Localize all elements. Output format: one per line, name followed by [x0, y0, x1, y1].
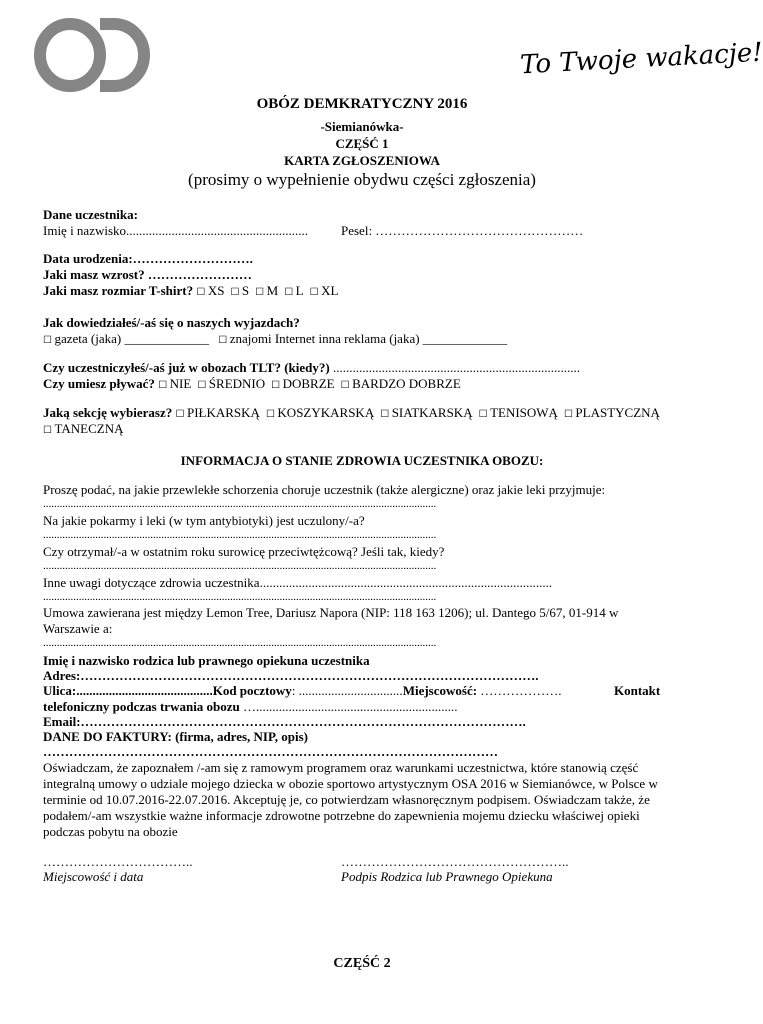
- health-q2: Na jakie pokarmy i leki (w tym antybiotyki) jest uczulony/-a?: [43, 513, 365, 528]
- swim-question: Czy umiesz pływać?: [43, 376, 155, 391]
- city-field[interactable]: ……………….: [477, 683, 562, 698]
- logo-icon: [30, 14, 154, 96]
- tshirt-question: Jaki masz rozmiar T-shirt?: [43, 283, 194, 298]
- birth-field[interactable]: Data urodzenia:……………………….: [43, 251, 253, 266]
- section-option[interactable]: ☐ PLASTYCZNĄ: [564, 405, 660, 420]
- health-q4[interactable]: Inne uwagi dotyczące zdrowia uczestnika..........................................................................................: [43, 575, 553, 590]
- contact-label-1: Kontakt: [614, 683, 661, 698]
- section-option[interactable]: ☐ TANECZNĄ: [43, 421, 123, 436]
- declaration-line: podczas pobytu na obozie: [43, 824, 178, 839]
- tlt-question: Czy uczestniczyłeś/-aś już w obozach TLT? (kiedy?): [43, 360, 330, 375]
- contact-label-2: telefoniczny podczas trwania obozu: [43, 699, 240, 714]
- height-field[interactable]: Jaki masz wzrost? ……………………: [43, 267, 252, 282]
- source-row: [43, 331, 513, 347]
- parent-name-label: Imię i nazwisko rodzica lub prawnego opiekuna uczestnika: [43, 653, 370, 668]
- tlt-field[interactable]: ............................................................................: [329, 360, 580, 375]
- invoice-label: DANE DO FAKTURY: (firma, adres, NIP, opis): [43, 729, 308, 744]
- contract-field[interactable]: ...............................................................................................................................................: [43, 637, 437, 649]
- participant-section: Dane uczestnika:: [43, 207, 138, 222]
- contact-row: [43, 699, 458, 715]
- health-a4[interactable]: ...............................................................................................................................................: [43, 591, 437, 603]
- section-row: [43, 405, 666, 421]
- email-field[interactable]: Email:………………………………………………………………………………………….: [43, 714, 526, 729]
- place-date-label: Miejscowość i data: [43, 869, 144, 884]
- declaration-line: podałem/-am wszystkie ważne informacje zdrowotne potrzebne do zapewnienia mojemu dziecku właściwej opieki: [43, 808, 640, 823]
- section-row-2: [43, 421, 129, 437]
- tshirt-option[interactable]: ☐ XS: [196, 283, 224, 298]
- source-option-gazeta[interactable]: ☐ gazeta (jaka) _____________: [43, 331, 209, 346]
- name-field[interactable]: Imię i nazwisko........................................................: [43, 223, 309, 238]
- tshirt-row: [43, 283, 344, 299]
- section-option[interactable]: ☐ TENISOWĄ: [479, 405, 558, 420]
- health-a2[interactable]: ...............................................................................................................................................: [43, 529, 437, 541]
- tshirt-option[interactable]: ☐ M: [255, 283, 278, 298]
- section-question: Jaką sekcję wybierasz?: [43, 405, 173, 420]
- part-2-label: CZĘŚĆ 2: [333, 956, 391, 971]
- swim-option[interactable]: ☐ ŚREDNIO: [197, 376, 265, 391]
- page-title: OBÓZ DEMKRATYCZNY 2016: [256, 96, 468, 112]
- source-option-rest[interactable]: ☐ znajomi Internet inna reklama (jaka) _____________: [218, 331, 507, 346]
- street-field[interactable]: Ulica:..........................................: [43, 683, 213, 698]
- signature-field[interactable]: ……………………………………………..: [341, 854, 569, 869]
- contact-field[interactable]: …..............................................................: [239, 699, 458, 714]
- signature-label: Podpis Rodzica lub Prawnego Opiekuna: [341, 869, 553, 884]
- tshirt-option[interactable]: ☐ L: [284, 283, 303, 298]
- part-label: CZĘŚĆ 1: [335, 136, 389, 151]
- postal-field[interactable]: : ................................: [291, 683, 403, 698]
- tshirt-option[interactable]: ☐ S: [230, 283, 249, 298]
- place-date-field[interactable]: ……………………………..: [43, 854, 193, 869]
- source-question: Jak dowiedziałeś/-aś się o naszych wyjazdach?: [43, 315, 300, 330]
- fill-note: (prosimy o wypełnienie obydwu części zgłoszenia): [188, 170, 536, 189]
- street-row: [43, 683, 562, 699]
- swim-option[interactable]: ☐ BARDZO DOBRZE: [341, 376, 461, 391]
- swim-option[interactable]: ☐ NIE: [158, 376, 191, 391]
- health-a1[interactable]: ...............................................................................................................................................: [43, 498, 437, 510]
- section-option[interactable]: ☐ SIATKARSKĄ: [380, 405, 472, 420]
- health-title: INFORMACJA O STANIE ZDROWIA UCZESTNIKA OBOZU:: [180, 453, 544, 468]
- declaration-line: integralną umowy o udziale mojego dziecka w obozie sportowo artystycznym OSA 2016 w Siemianówce, w Polsce w: [43, 776, 658, 791]
- tshirt-option[interactable]: ☐ XL: [310, 283, 339, 298]
- address-field[interactable]: Adres:…………………………………………………………………………………………….: [43, 668, 539, 683]
- city-label: Miejscowość:: [402, 683, 478, 698]
- health-q3: Czy otrzymał/-a w ostatnim roku surowicę przeciwtężcową? Jeśli tak, kiedy?: [43, 544, 445, 559]
- health-a3[interactable]: ...............................................................................................................................................: [43, 560, 437, 572]
- contract-line-2: Warszawie a:: [43, 621, 113, 636]
- card-title: KARTA ZGŁOSZENIOWA: [284, 153, 440, 168]
- section-option[interactable]: ☐ PIŁKARSKĄ: [176, 405, 260, 420]
- tagline: To Twoje wakacje!: [519, 37, 763, 81]
- invoice-field[interactable]: ……………………………………………………………………………………………: [43, 744, 498, 759]
- tlt-row: [43, 360, 580, 376]
- declaration-line: Oświadczam, że zapoznałem /-am się z ramowym programem oraz warunkami uczestnictwa, które stanowią część: [43, 760, 639, 775]
- swim-row: [43, 376, 467, 392]
- declaration-line: terminie od 10.07.2016-22.07.2016. Akceptuję je, co potwierdzam własnoręcznym podpisem. Oświadczam także, że: [43, 792, 650, 807]
- contract-line-1: Umowa zawierana jest między Lemon Tree, Dariusz Napora (NIP: 118 163 1206); ul. Dantego 5/67, 01-914 w: [43, 605, 619, 620]
- postal-label: Kod pocztowy: [212, 683, 292, 698]
- section-option[interactable]: ☐ KOSZYKARSKĄ: [266, 405, 374, 420]
- place-subtitle: -Siemianówka-: [320, 119, 404, 134]
- pesel-field[interactable]: Pesel: …………………………………………: [341, 223, 584, 238]
- swim-option[interactable]: ☐ DOBRZE: [271, 376, 334, 391]
- health-q1: Proszę podać, na jakie przewlekłe schorzenia choruje uczestnik (także alergiczne) oraz jakie leki przyjmuje:: [43, 482, 606, 497]
